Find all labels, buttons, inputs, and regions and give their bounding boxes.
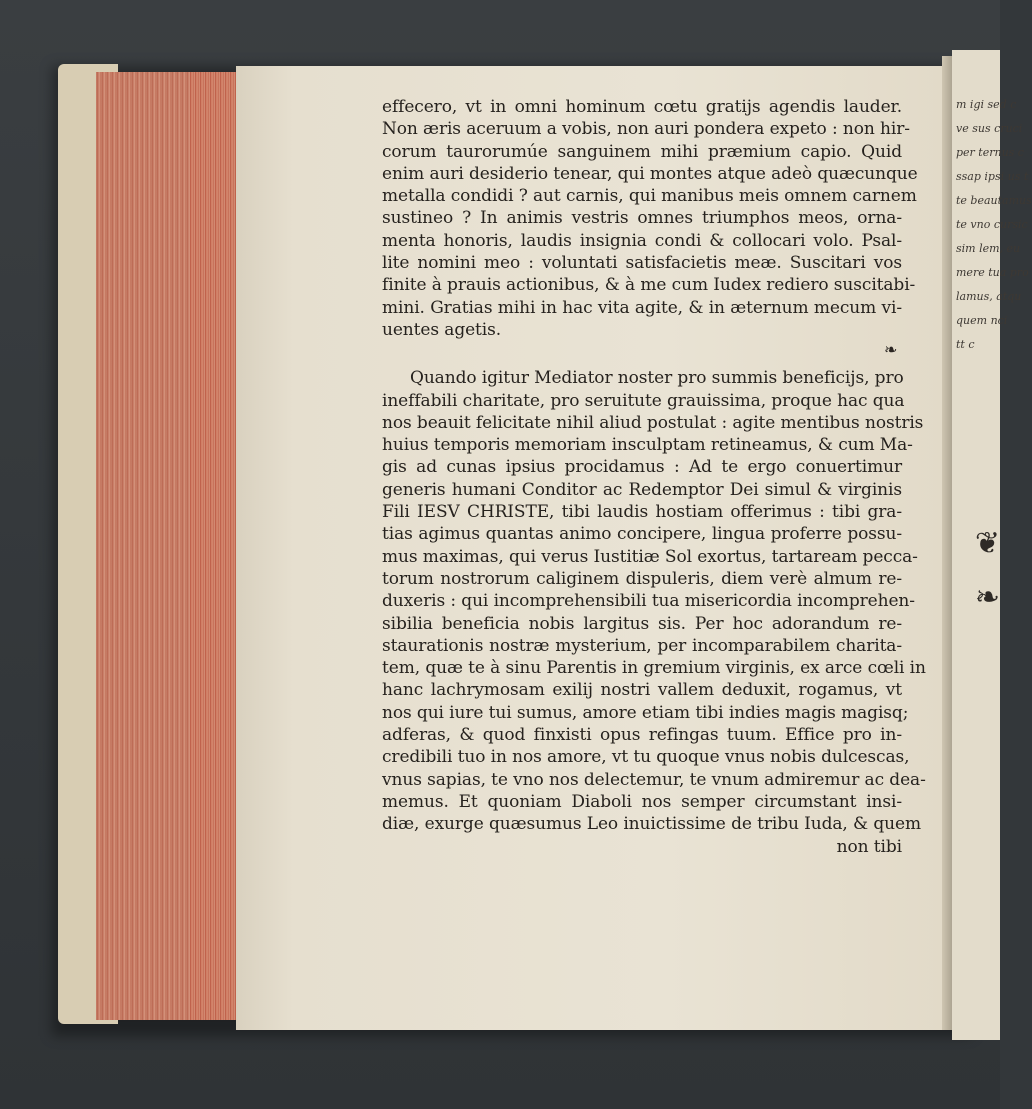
text-line: credibili tuo in nos amore, vt tu quoque vnus nobis dulcescas, bbox=[382, 747, 910, 768]
text-line: uentes agetis. bbox=[382, 319, 502, 340]
paragraph-1 bbox=[382, 96, 918, 341]
text-line: tem, quæ te à sinu Parentis in gremium virginis, ex arce cœli in bbox=[382, 658, 926, 679]
paragraph-2 bbox=[382, 367, 926, 835]
page-edges-red bbox=[190, 72, 240, 1020]
text-line: menta honoris, laudis insignia condi & collocari volo. Psal- bbox=[382, 230, 902, 251]
ornament-icon: ❧ bbox=[974, 580, 1000, 615]
facing-page-line: sim lem, eu bbox=[956, 242, 1021, 255]
text-line: duxeris : qui incomprehensibili tua misericordia incomprehen- bbox=[382, 591, 915, 612]
facing-page-line: ssap ipsi us t bbox=[956, 170, 1029, 183]
text-line: hanc lachrymosam exilij nostri vallem deduxit, rogamus, vt bbox=[382, 680, 902, 701]
text-line: metalla condidi ? aut carnis, qui manibus meis omnem carnem bbox=[382, 186, 917, 207]
facing-page-line: m igi sed c bbox=[956, 98, 1017, 111]
text-line: sibilia beneficia nobis largitus sis. Per hoc adorandum re- bbox=[382, 613, 902, 634]
text-line: huius temporis memoriam insculptam retineamus, & cum Ma- bbox=[382, 435, 913, 456]
catchword: non tibi bbox=[836, 836, 902, 857]
text-line: memus. Et quoniam Diaboli nos semper circumstant insi- bbox=[382, 791, 902, 812]
text-line: adferas, & quod finxisti opus refingas tuum. Effice pro in- bbox=[382, 725, 902, 746]
text-line: gis ad cunas ipsius procidamus : Ad te ergo conuertimur bbox=[382, 457, 902, 478]
facing-page-line: quem nci bbox=[956, 314, 1008, 327]
text-line: diæ, exurge quæsumus Leo inuictissime de tribu Iuda, & quem bbox=[382, 814, 921, 835]
text-line: Fili IESV CHRISTE, tibi laudis hostiam offerimus : tibi gra- bbox=[382, 502, 902, 523]
ornament-icon: ❦ bbox=[974, 526, 1000, 561]
text-line: lite nomini meo : voluntati satisfacietis meæ. Suscitari vos bbox=[382, 253, 902, 274]
text-line: Non æris aceruum a vobis, non auri pondera expeto : non hir- bbox=[382, 119, 910, 140]
text-line: corum taurorumúe sanguinem mihi præmium capio. Quid bbox=[382, 141, 902, 162]
facing-page-line: lamus, atqu bbox=[956, 290, 1022, 303]
fleuron-icon: ❧ bbox=[884, 340, 898, 359]
text-line: mus maximas, qui verus Iustitiæ Sol exortus, tartaream pecca- bbox=[382, 546, 918, 567]
page-text bbox=[382, 96, 926, 858]
text-line: torum nostrorum caliginem dispuleris, diem verè almum re- bbox=[382, 568, 902, 589]
facing-page-line: tt c bbox=[956, 338, 975, 351]
facing-page-line: ve sus cruci bbox=[956, 122, 1023, 135]
text-line: generis humani Conditor ac Redemptor Dei simul & virginis bbox=[382, 479, 902, 500]
text-line: nos beauit felicitate nihil aliud postulat : agite mentibus nostris bbox=[382, 412, 924, 433]
text-line: nos qui iure tui sumus, amore etiam tibi indies magis magisq; bbox=[382, 702, 909, 723]
text-line: Quando igitur Mediator noster pro summis beneficijs, pro bbox=[410, 368, 904, 389]
text-line: staurationis nostræ mysterium, per incomparabilem charita- bbox=[382, 635, 902, 656]
text-line: sustineo ? In animis vestris omnes triumphos meos, orna- bbox=[382, 208, 902, 229]
text-line: finite à prauis actionibus, & à me cum Iudex rediero suscitabi- bbox=[382, 275, 916, 296]
text-line: vnus sapias, te vno nos delectemur, te vnum admiremur ac dea- bbox=[382, 769, 926, 790]
facing-page-line: te beautamus bbox=[956, 194, 1032, 207]
text-line: tias agimus quantas animo concipere, lingua proferre possu- bbox=[382, 524, 902, 545]
text-line: effecero, vt in omni hominum cœtu gratijs agendis lauder. bbox=[382, 97, 902, 117]
text-line: ineffabili charitate, pro seruitute grauissima, proque hac qua bbox=[382, 390, 905, 411]
facing-page-line: te vno cursic bbox=[956, 218, 1028, 231]
facing-page-line: mere tua pro bbox=[956, 266, 1029, 279]
facing-page-line: per ternus c bbox=[956, 146, 1024, 159]
text-line: enim auri desiderio tenear, qui montes atque adeò quæcunque bbox=[382, 163, 918, 184]
text-line: mini. Gratias mihi in hac vita agite, & in æternum mecum vi- bbox=[382, 297, 902, 318]
facing-page-fragment bbox=[952, 50, 1032, 1040]
